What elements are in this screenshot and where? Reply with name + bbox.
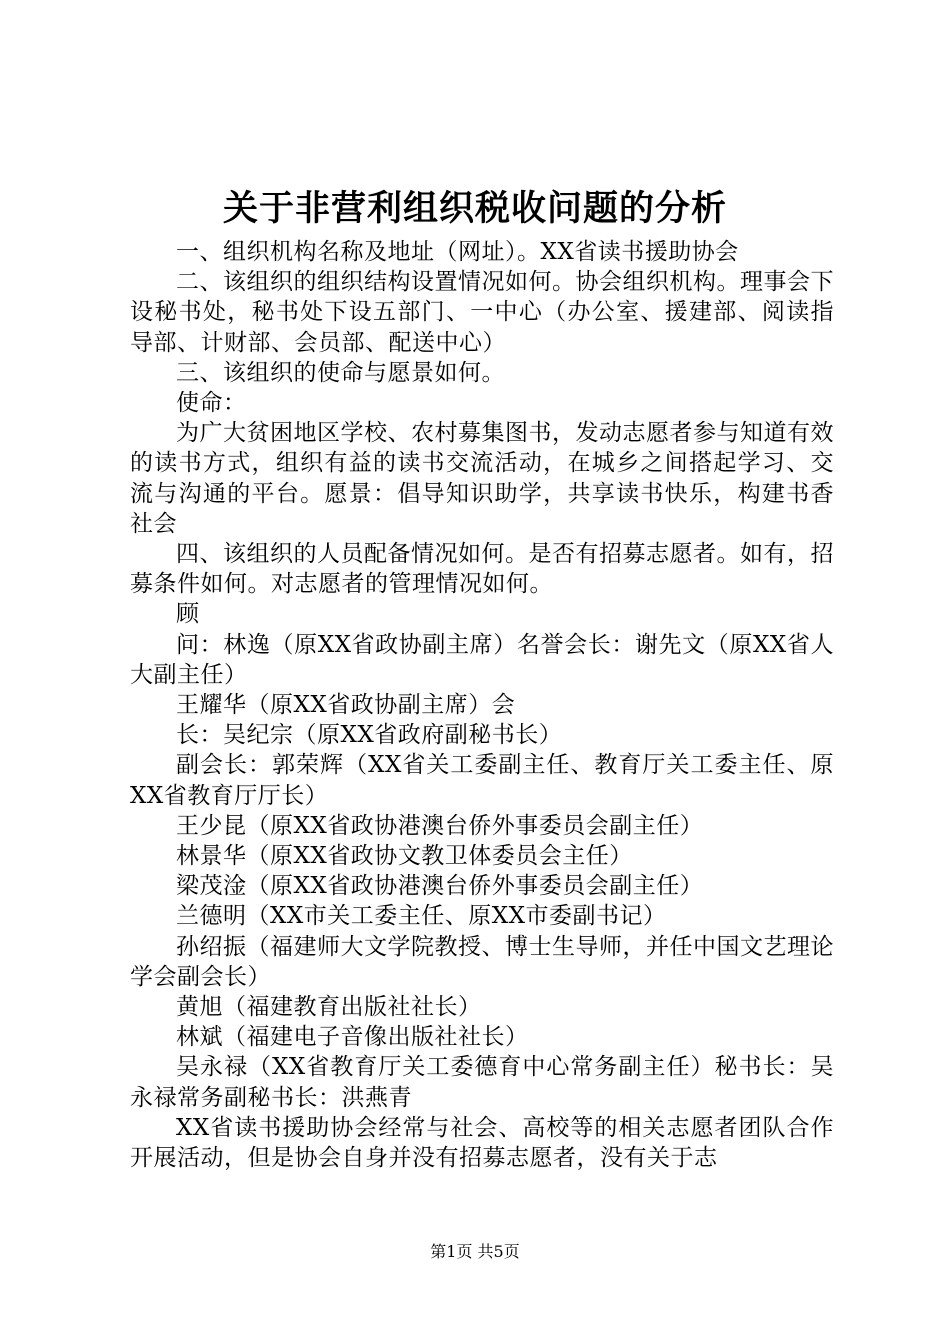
paragraph: 兰德明（XX市关工委主任、原XX市委副书记）	[176, 903, 667, 930]
paragraph: 林景华（原XX省政协文教卫体委员会主任）	[176, 843, 633, 870]
paragraph: 顾	[176, 601, 200, 628]
paragraph: 王少昆（原XX省政协港澳台侨外事委员会副主任）	[176, 812, 704, 839]
paragraph: 二、该组织的组织结构设置情况如何。协会组织机构。理事会下设秘书处，秘书处下设五部门、一中心（办公室、援建部、阅读指导部、计财部、会员部、配送中心）	[130, 269, 834, 356]
paragraph: 吴永禄（XX省教育厅关工委德育中心常务副主任）秘书长：吴永禄常务副秘书长：洪燕青	[130, 1054, 834, 1111]
paragraph: 孙绍振（福建师大文学院教授、博士生导师，并任中国文艺理论学会副会长）	[130, 933, 834, 990]
paragraph: 副会长：郭荣辉（XX省关工委副主任、教育厅关工委主任、原XX省教育厅厅长）	[130, 752, 834, 809]
paragraph: 三、该组织的使命与愿景如何。	[176, 359, 505, 386]
paragraph: 问：林逸（原XX省政协副主席）名誉会长：谢先文（原XX省人大副主任）	[130, 631, 834, 688]
paragraph: 使命：	[176, 390, 247, 417]
page-footer: 第1页 共5页	[430, 1242, 520, 1261]
paragraph: 四、该组织的人员配备情况如何。是否有招募志愿者。如有，招募条件如何。对志愿者的管理情况如何。	[130, 541, 834, 598]
paragraph: 黄旭（福建教育出版社社长）	[176, 994, 482, 1021]
paragraph: 梁茂淦（原XX省政协港澳台侨外事委员会副主任）	[176, 873, 704, 900]
paragraph: 一、组织机构名称及地址（网址）。XX省读书援助协会	[176, 239, 739, 265]
paragraph: 长：吴纪宗（原XX省政府副秘书长）	[176, 722, 563, 749]
paragraph: 王耀华（原XX省政协副主席）会	[176, 692, 516, 719]
document-title: 关于非营利组织税收问题的分析	[222, 189, 727, 229]
paragraph: XX省读书援助协会经常与社会、高校等的相关志愿者团队合作开展活动，但是协会自身并没有招募志愿者，没有关于志	[130, 1114, 834, 1172]
paragraph: 林斌（福建电子音像出版社社长）	[176, 1024, 529, 1051]
document-body	[130, 237, 834, 1173]
paragraph: 为广大贫困地区学校、农村募集图书，发动志愿者参与知道有效的读书方式，组织有益的读书交流活动，在城乡之间搭起学习、交流与沟通的平台。愿景：倡导知识助学，共享读书快乐，构建书香社会	[130, 420, 834, 537]
